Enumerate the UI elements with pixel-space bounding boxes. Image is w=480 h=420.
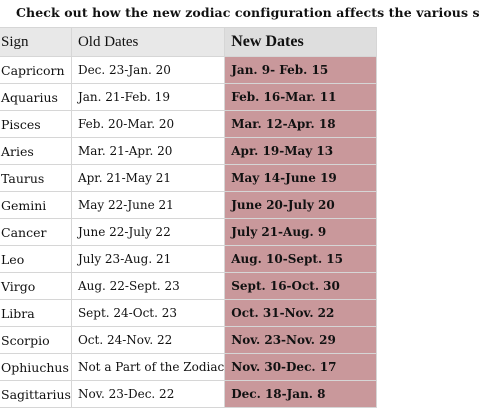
sign-cell: Cancer	[0, 219, 71, 246]
old-dates-cell: Sept. 24-Oct. 23	[71, 300, 224, 327]
table-row	[0, 246, 377, 273]
sign-cell: Libra	[0, 300, 71, 327]
table-row	[0, 192, 377, 219]
old-dates-cell: Feb. 20-Mar. 20	[71, 111, 224, 138]
new-dates-cell: June 20-July 20	[225, 192, 377, 219]
new-dates-cell: Dec. 18-Jan. 8	[225, 381, 377, 408]
old-dates-cell: Aug. 22-Sept. 23	[71, 273, 224, 300]
new-dates-cell: Apr. 19-May 13	[225, 138, 377, 165]
table-row	[0, 381, 377, 408]
old-dates-cell: Dec. 23-Jan. 20	[71, 57, 224, 84]
sign-cell: Scorpio	[0, 327, 71, 354]
table-row	[0, 165, 377, 192]
old-dates-cell: Mar. 21-Apr. 20	[71, 138, 224, 165]
table-row	[0, 84, 377, 111]
table-header-row	[0, 28, 377, 57]
table-row	[0, 138, 377, 165]
old-dates-cell: July 23-Aug. 21	[71, 246, 224, 273]
table-row	[0, 354, 377, 381]
table-row	[0, 57, 377, 84]
header-new-dates: New Dates	[225, 28, 377, 57]
zodiac-table	[0, 27, 377, 408]
table-row	[0, 300, 377, 327]
sign-cell: Pisces	[0, 111, 71, 138]
sign-cell: Virgo	[0, 273, 71, 300]
headline: Check out how the new zodiac configuration affects the various s	[16, 5, 480, 20]
old-dates-cell: Oct. 24-Nov. 22	[71, 327, 224, 354]
sign-cell: Leo	[0, 246, 71, 273]
new-dates-cell: Feb. 16-Mar. 11	[225, 84, 377, 111]
old-dates-cell: Not a Part of the Zodiac	[71, 354, 224, 381]
header-old-dates: Old Dates	[71, 28, 224, 57]
old-dates-cell: Nov. 23-Dec. 22	[71, 381, 224, 408]
table-row	[0, 327, 377, 354]
new-dates-cell: Nov. 30-Dec. 17	[225, 354, 377, 381]
sign-cell: Ophiuchus	[0, 354, 71, 381]
new-dates-cell: May 14-June 19	[225, 165, 377, 192]
sign-cell: Aries	[0, 138, 71, 165]
new-dates-cell: Jan. 9- Feb. 15	[225, 57, 377, 84]
sign-cell: Capricorn	[0, 57, 71, 84]
old-dates-cell: Jan. 21-Feb. 19	[71, 84, 224, 111]
new-dates-cell: July 21-Aug. 9	[225, 219, 377, 246]
header-sign: Sign	[0, 28, 71, 57]
old-dates-cell: June 22-July 22	[71, 219, 224, 246]
new-dates-cell: Nov. 23-Nov. 29	[225, 327, 377, 354]
new-dates-cell: Oct. 31-Nov. 22	[225, 300, 377, 327]
new-dates-cell: Sept. 16-Oct. 30	[225, 273, 377, 300]
new-dates-cell: Mar. 12-Apr. 18	[225, 111, 377, 138]
sign-cell: Aquarius	[0, 84, 71, 111]
old-dates-cell: Apr. 21-May 21	[71, 165, 224, 192]
table-row	[0, 219, 377, 246]
table-row	[0, 111, 377, 138]
table-row	[0, 273, 377, 300]
old-dates-cell: May 22-June 21	[71, 192, 224, 219]
sign-cell: Sagittarius	[0, 381, 71, 408]
sign-cell: Gemini	[0, 192, 71, 219]
new-dates-cell: Aug. 10-Sept. 15	[225, 246, 377, 273]
sign-cell: Taurus	[0, 165, 71, 192]
